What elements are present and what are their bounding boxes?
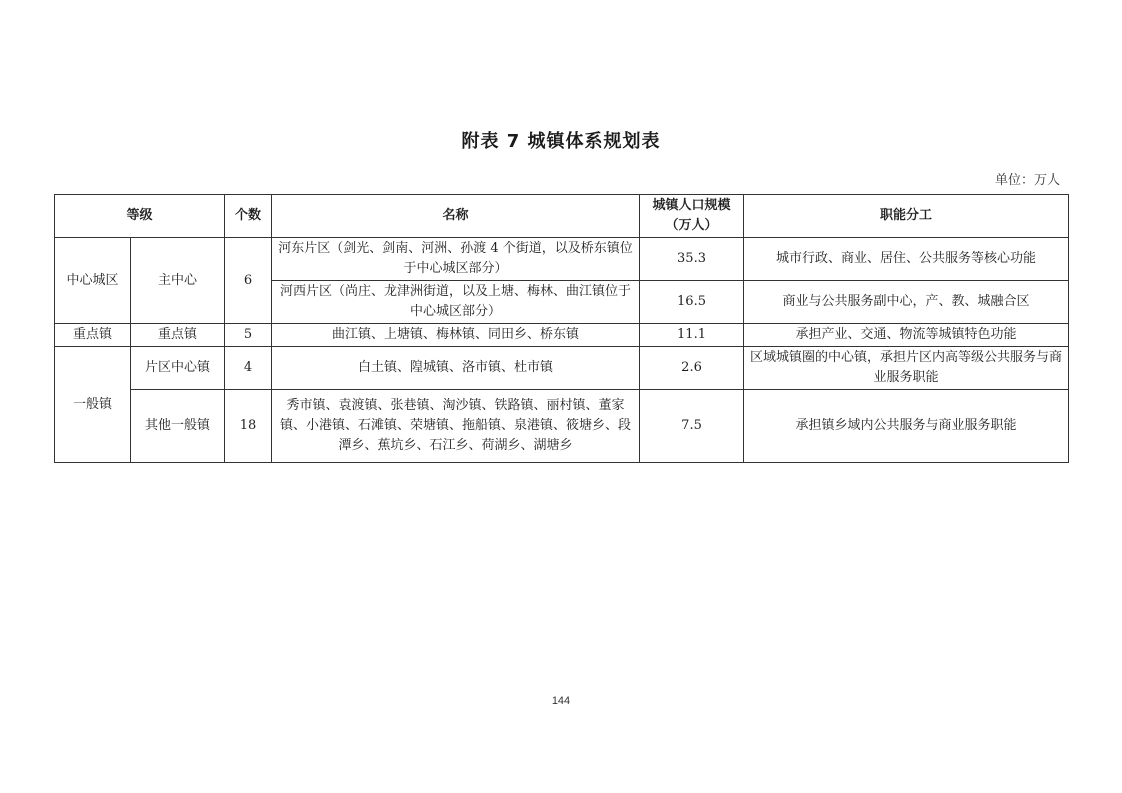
population-cell: 2.6 (640, 347, 744, 390)
sub-grade-cell: 重点镇 (131, 324, 225, 347)
population-cell: 7.5 (640, 390, 744, 463)
name-cell: 秀市镇、袁渡镇、张巷镇、淘沙镇、铁路镇、丽村镇、董家镇、小港镇、石滩镇、荣塘镇、拖船镇、泉港镇、筱塘乡、段潭乡、蕉坑乡、石江乡、荷湖乡、湖塘乡 (272, 390, 640, 463)
name-cell: 白土镇、隍城镇、洛市镇、杜市镇 (272, 347, 640, 390)
table-row (55, 324, 1069, 347)
count-cell: 5 (225, 324, 272, 347)
function-cell: 承担产业、交通、物流等城镇特色功能 (744, 324, 1069, 347)
table-row (55, 238, 1069, 281)
population-cell: 11.1 (640, 324, 744, 347)
sub-grade-cell: 其他一般镇 (131, 390, 225, 463)
function-cell: 城市行政、商业、居住、公共服务等核心功能 (744, 238, 1069, 281)
function-cell: 区域城镇圈的中心镇，承担片区内高等级公共服务与商业服务职能 (744, 347, 1069, 390)
function-cell: 承担镇乡域内公共服务与商业服务职能 (744, 390, 1069, 463)
population-cell: 35.3 (640, 238, 744, 281)
page-number: 144 (551, 695, 571, 707)
header-function: 职能分工 (744, 195, 1069, 238)
grade-cell: 一般镇 (55, 347, 131, 463)
header-row (55, 195, 1069, 238)
population-cell: 16.5 (640, 281, 744, 324)
header-name: 名称 (272, 195, 640, 238)
name-cell: 河西片区（尚庄、龙津洲街道，以及上塘、梅林、曲江镇位于中心城区部分） (272, 281, 640, 324)
function-cell: 商业与公共服务副中心，产、教、城融合区 (744, 281, 1069, 324)
unit-label: 单位：万人 (994, 173, 1060, 188)
count-cell: 4 (225, 347, 272, 390)
table-row (55, 390, 1069, 463)
town-system-table (54, 194, 1069, 463)
header-grade: 等级 (55, 195, 225, 238)
grade-cell: 重点镇 (55, 324, 131, 347)
name-cell: 河东片区（剑光、剑南、河洲、孙渡 4 个街道，以及桥东镇位于中心城区部分） (272, 238, 640, 281)
grade-cell: 中心城区 (55, 238, 131, 324)
header-count: 个数 (225, 195, 272, 238)
count-cell: 6 (225, 238, 272, 324)
table-row (55, 347, 1069, 390)
sub-grade-cell: 主中心 (131, 238, 225, 324)
count-cell: 18 (225, 390, 272, 463)
header-population: 城镇人口规模（万人） (640, 195, 744, 238)
table-title: 附表 7 城镇体系规划表 (461, 131, 661, 152)
sub-grade-cell: 片区中心镇 (131, 347, 225, 390)
name-cell: 曲江镇、上塘镇、梅林镇、同田乡、桥东镇 (272, 324, 640, 347)
